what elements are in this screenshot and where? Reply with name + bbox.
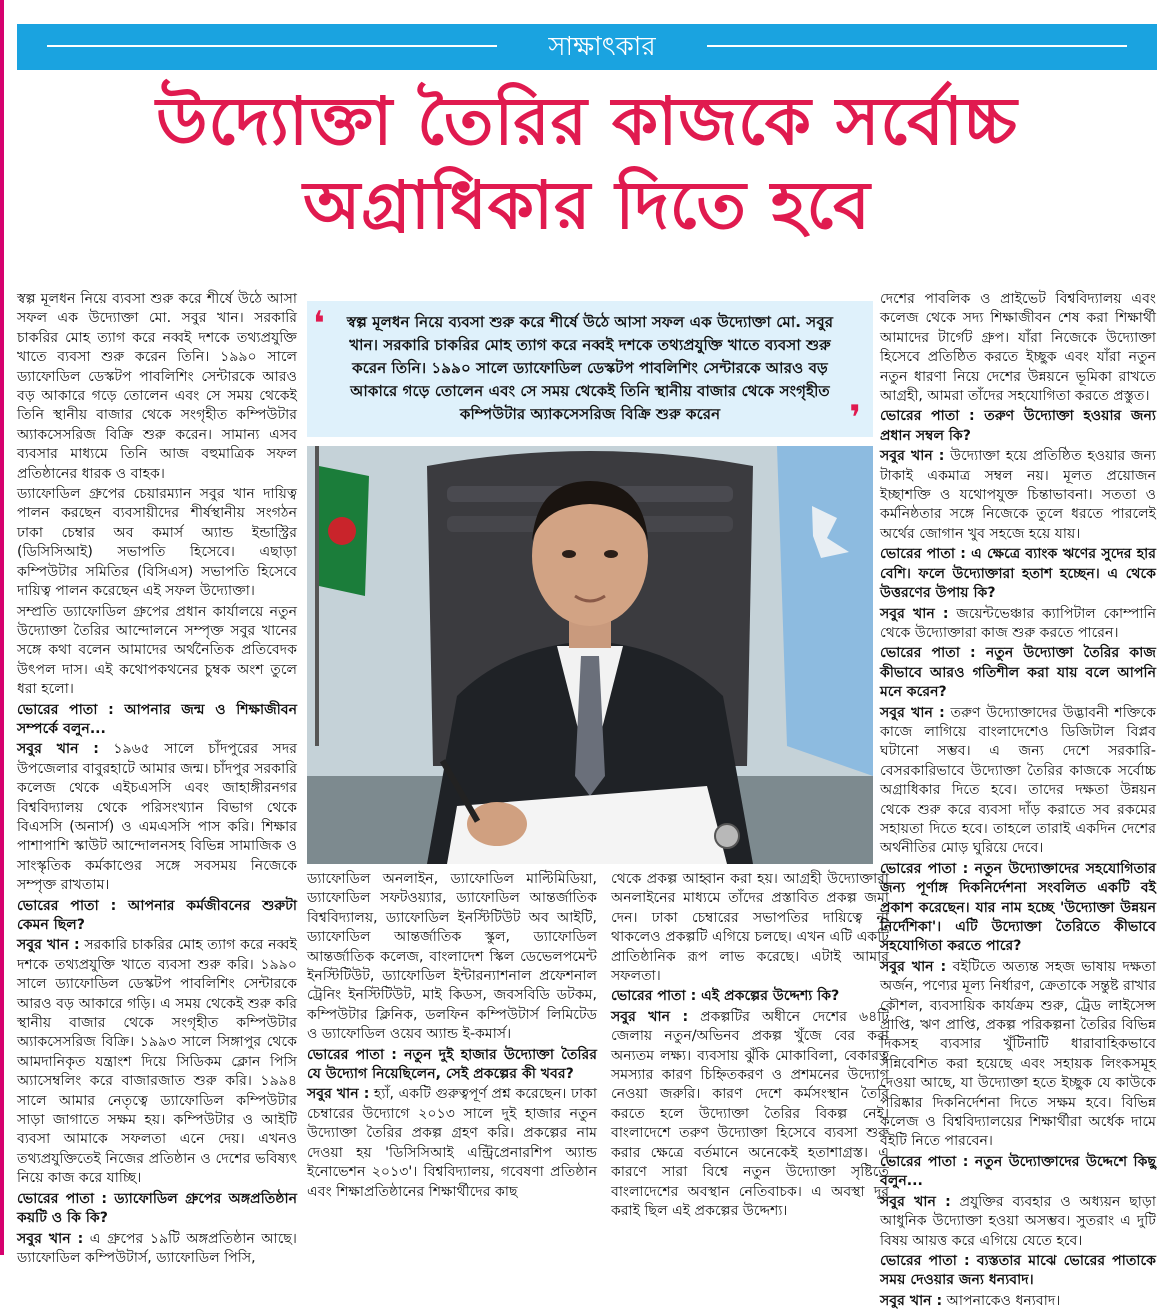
- paragraph-text: থেকে প্রকল্প আহ্বান করা হয়। আগ্রহী উদ্যোক্তারা অনলাইনের মাধ্যমে তাঁদের প্রস্তাবিত প্রকল্প জমা দেন। ঢাকা চেম্বারের সভাপতির দায়িত্বে না থাকলেও প্রকল্পটি এগিয়ে চলছে। এখন এটি একটি প্রাতিষ্ঠানিক রূপ লাভ করেছে। এটাই আমার সফলতা।: [611, 871, 889, 985]
- speaker-label: ভোরের পাতা : নতুন দুই হাজার উদ্যোক্তা তৈরির যে উদ্যোগ নিয়েছিলেন, সেই প্রকল্পের কী খবর?: [307, 1046, 597, 1083]
- paragraph: [17, 936, 297, 1188]
- paragraph: [880, 290, 1156, 406]
- pull-quote: [307, 301, 873, 437]
- banner-rule-right: [707, 45, 1127, 47]
- paragraph: [880, 545, 1156, 603]
- section-banner: [17, 24, 1157, 70]
- paragraph-text: সম্প্রতি ড্যাফোডিল গ্রুপের প্রধান কার্যালয়ে নতুন উদ্যোক্তা তৈরির আন্দোলনে সম্পৃক্ত সবুর খানের সঙ্গে কথা বলেন আমাদের অর্থনৈতিক প্রতিবেদক উৎপল দাস। এই কথোপকথনের চুম্বক অংশ তুলে ধরা হলো।: [17, 603, 297, 698]
- paragraph-text: ড্যাফোডিল গ্রুপের চেয়ারম্যান সবুর খান দায়িত্ব পালন করছেন ব্যবসায়ীদের শীর্ষস্থানীয় সংগঠন ঢাকা চেম্বার অব কমার্স অ্যান্ড ইন্ডাস্ট্রির (ডিসিসিআই) সভাপতি হিসেবে। এছাড়া কম্পিউটার সমিতির (বিসিএস) সভাপতি হিসেবে দায়িত্ব পালন করেছেন এই সফল উদ্যোক্তা।: [17, 486, 297, 600]
- page-edge-stripe: [0, 0, 4, 1255]
- paragraph: [17, 701, 297, 740]
- speaker-label: ভোরের পাতা : নতুন উদ্যোক্তাদের সহযোগিতার জন্য পূর্ণাঙ্গ দিকনির্দেশনা সংবলিত একটি বই প্রকাশ করেছেন। যার নাম হচ্ছে 'উদ্যোক্তা উন্নয়ন নির্দেশিকা'। এটি উদ্যোক্তা তৈরিতে কীভাবে সহযোগিতা করতে পারে?: [880, 860, 1156, 955]
- paragraph: [880, 860, 1156, 957]
- paragraph: [307, 1046, 597, 1085]
- pull-quote-text: স্বল্প মূলধন নিয়ে ব্যবসা শুরু করে শীর্ষে উঠে আসা সফল এক উদ্যোক্তা মো. সবুর খান। সরকারি চাকরির মোহ ত্যাগ করে নব্বই দশকে তথ্যপ্রযুক্তি খাতে ব্যবসা শুরু করেন তিনি। ১৯৯০ সালে ড্যাফোডিল ডেস্কটপ পাবলিশিং সেন্টারকে আরও বড় আকারে গড়ে তোলেন এবং সে সময় থেকেই তিনি স্থানীয় বাজার থেকে সংগৃহীত কম্পিউটার অ্যাকসেসরিজ বিক্রি শুরু করেন: [346, 313, 834, 423]
- paragraph: [611, 987, 889, 1006]
- speaker-label: সবুর খান :: [880, 704, 945, 721]
- speaker-label: সবুর খান :: [307, 1086, 370, 1103]
- article-column-1: [17, 290, 297, 1266]
- speaker-label: ভোরের পাতা : ড্যাফোডিল গ্রুপের অঙ্গপ্রতিষ্ঠান কয়টি ও কি কি?: [17, 1190, 297, 1227]
- speaker-label: ভোরের পাতা : এই প্রকল্পের উদ্দেশ্য কি?: [611, 988, 840, 1005]
- wristwatch-icon: [715, 824, 739, 848]
- paragraph: [17, 485, 297, 601]
- paragraph: [880, 1153, 1156, 1192]
- paragraph-text: হ্যাঁ, একটি গুরুত্বপূর্ণ প্রশ্ন করেছেন। ঢাকা চেম্বারের উদ্যোগে ২০১৩ সালে দুই হাজার নতুন উদ্যোক্তা তৈরির প্রকল্প গ্রহণ করি। প্রকল্পের নাম দেওয়া হয় 'ডিসিসিআই এন্ট্রিপ্রেনারশিপ অ্যান্ড ইনোভেশন ২০১৩'। বিশ্ববিদ্যালয়, গবেষণা প্রতিষ্ঠান এবং শিক্ষাপ্রতিষ্ঠানের শিক্ষার্থীদের কাছ: [307, 1086, 597, 1200]
- article-column-4: [880, 290, 1156, 1309]
- paragraph: [880, 644, 1156, 702]
- paragraph-text: জয়েন্টভেঞ্চার ক্যাপিটাল কোম্পানি থেকে উদ্যোক্তারা কাজ শুরু করতে পারেন।: [880, 605, 1156, 641]
- paragraph: [880, 407, 1156, 446]
- paragraph-text: দেশের পাবলিক ও প্রাইভেট বিশ্ববিদ্যালয় এবং কলেজ থেকে সদ্য শিক্ষাজীবন শেষ করা শিক্ষার্থী আমাদের টার্গেট গ্রুপ। যাঁরা নিজেকে উদ্যোক্তা হিসেবে প্রতিষ্ঠিত করতে ইচ্ছুক এবং যাঁরা নতুন নতুন ধারণা নিয়ে দেশের উন্নয়নে ভূমিকা রাখতে আগ্রহী, আমরা তাঁদের সহযোগিতা করতে প্রস্তুত।: [880, 291, 1156, 405]
- paragraph: [17, 1190, 297, 1229]
- speaker-label: সবুর খান :: [880, 448, 945, 465]
- paragraph: [880, 704, 1156, 859]
- paragraph-text: সরকারি চাকরির মোহ ত্যাগ করে নব্বই দশকে তথ্যপ্রযুক্তি খাতে ব্যবসা শুরু করি। ১৯৯০ সালে ড্যাফোডিল ডেস্কটপ পাবলিশিং সেন্টারকে আরও বড় আকারে গড়ি। এ সময় থেকেই শুরু করি স্থানীয় বাজার থেকে সংগৃহীত কম্পিউটার অ্যাকসেসরিজ বিক্রি। ১৯৯৩ সালে সিঙ্গাপুর থেকে আমদানিকৃত যন্ত্রাংশ দিয়ে সিডিকম ক্লোন পিসি অ্যাসেম্বলিং করে বাজারজাত শুরু করি। ১৯৯৪ সালে আমার নেতৃত্বে ড্যাফোডিল কম্পিউটার সাড়া জাগাতে সক্ষম হয়। কম্পিউটার ও আইটি ব্যবসা আমাকে সফলতা এনে দেয়। এখনও তথ্যপ্রযুক্তিতেই নিজের প্রতিষ্ঠান ও দেশের ভবিষ্যৎ নিয়ে কাজ করে যাচ্ছি।: [17, 937, 297, 1187]
- speaker-label: ভোরের পাতা : আপনার জন্ম ও শিক্ষাজীবন সম্পর্কে বলুন...: [17, 701, 297, 737]
- paragraph-text: আপনাকেও ধন্যবাদ।: [942, 1292, 1061, 1309]
- paragraph: [880, 1193, 1156, 1251]
- paragraph-text: উদ্যোক্তা হয়ে প্রতিষ্ঠিত হওয়ার জন্য টাকাই একমাত্র সম্বল নয়। মূলত প্রয়োজন ইচ্ছাশক্তি ও যথোপযুক্ত চিন্তাভাবনা। সততা ও কর্মনিষ্ঠতার সঙ্গে নিজেকে তুলে ধরতে পারলেই অর্থের জোগান খুব সহজে হয়ে যায়।: [880, 448, 1156, 542]
- paragraph-text: তরুণ উদ্যোক্তাদের উদ্ভাবনী শক্তিকে কাজে লাগিয়ে বাংলাদেশেও ডিজিটাল বিপ্লব ঘটানো সম্ভব। এ জন্য দেশে সরকারি-বেসরকারিভাবে উদ্যোক্তা তৈরির কাজকে সর্বোচ্চ অগ্রাধিকার দিতে হবে। তাদের দক্ষতা উন্নয়ন থেকে শুরু করে ব্যবসা দাঁড় করাতে সব রকমের সহায়তা দিতে হবে। তাহলে তারাই একদিন দেশের অর্থনীতির মোড় ঘুরিয়ে দেবে।: [880, 704, 1156, 857]
- speaker-label: ভোরের পাতা : তরুণ উদ্যোক্তা হওয়ার জন্য প্রধান সম্বল কি?: [880, 408, 1156, 444]
- speaker-label: সবুর খান :: [611, 1008, 689, 1025]
- paragraph: [17, 740, 297, 895]
- paragraph: [880, 1292, 1156, 1311]
- speaker-label: ভোরের পাতা : ব্যস্ততার মাঝে ভোরের পাতাকে সময় দেওয়ার জন্য ধন্যবাদ।: [880, 1252, 1156, 1289]
- speaker-label: সবুর খান :: [17, 937, 80, 954]
- speaker-label: ভোরের পাতা : নতুন উদ্যোক্তা তৈরির কাজ কীভাবে আরও গতিশীল করা যায় বলে আপনি মনে করেন?: [880, 645, 1156, 701]
- paragraph: [880, 958, 1156, 1152]
- banner-rule-left: [47, 45, 497, 47]
- paragraph: [17, 1230, 297, 1269]
- paragraph: [880, 1252, 1156, 1291]
- speaker-label: সবুর খান :: [880, 1292, 943, 1309]
- close-quote-mark: ❜: [849, 398, 861, 438]
- paragraph: [880, 447, 1156, 544]
- paragraph: [17, 290, 297, 484]
- section-label: সাক্ষাৎকার: [548, 32, 656, 62]
- paragraph-text: ড্যাফোডিল অনলাইন, ড্যাফোডিল মাল্টিমিডিয়া, ড্যাফোডিল সফটওয়্যার, ড্যাফোডিল আন্তর্জাতিক বিশ্ববিদ্যালয়, ড্যাফোডিল ইনস্টিটিউট অব আইটি, ড্যাফোডিল আন্তর্জাতিক স্কুল, ড্যাফোডিল আন্তর্জাতিক কলেজ, বাংলাদেশ স্কিল ডেভেলপমেন্ট ইনস্টিটিউট, ড্যাফোডিল ইন্টারন্যাশনাল প্রফেশনাল ট্রেনিং ইনস্টিটিউট, মাই কিডস, জবসবিডি ডটকম, কম্পিউটার ক্লিনিক, ডলফিন কম্পিউটার্স লিমিটেড ও ড্যাফোডিল ওয়েব অ্যান্ড ই-কমার্স।: [307, 871, 597, 1043]
- paragraph: [17, 897, 297, 936]
- article-column-2: [307, 870, 597, 1250]
- paragraph: [307, 870, 597, 1045]
- speaker-label: সবুর খান :: [880, 605, 949, 622]
- paragraph: [880, 605, 1156, 644]
- speaker-label: ভোরের পাতা : নতুন উদ্যোক্তাদের উদ্দেশে কিছু বলুন...: [880, 1153, 1156, 1190]
- paragraph-text: এ গ্রুপের ১৯টি অঙ্গপ্রতিষ্ঠান আছে। ড্যাফোডিল কম্পিউটার্স, ড্যাফোডিল পিসি,: [17, 1230, 297, 1266]
- headline-line-1: উদ্যোক্তা তৈরির কাজকে সর্বোচ্চ: [156, 83, 1018, 160]
- paragraph-text: বইটিতে অত্যন্ত সহজ ভাষায় দক্ষতা অর্জন, পণ্যের মূল্য নির্ধারণ, ক্রেতাকে সন্তুষ্ট রাখার কৌশল, ব্যবসায়িক কার্যক্রম শুরু, ট্রেড লাইসেন্স প্রাপ্তি, ঋণ প্রাপ্তি, প্রকল্প পরিকল্পনা তৈরির বিভিন্ন দিকসহ ব্যবসার খুঁটিনাটি ধারাবাহিকভাবে সন্নিবেশিত করা হয়েছে এবং সহায়ক লিংকসমূহ দেওয়া আছে, যা উদ্যোক্তা হতে ইচ্ছুক যে কাউকে পরিষ্কার দিকনির্দেশনা দিতে সক্ষম হবে। বিভিন্ন কলেজ ও বিশ্ববিদ্যালয়ের শিক্ষার্থীরা অর্ধেক দামে বইটি নিতে পারবেন।: [880, 958, 1156, 1150]
- paragraph-text: স্বল্প মূলধন নিয়ে ব্যবসা শুরু করে শীর্ষে উঠে আসা সফল এক উদ্যোক্তা মো. সবুর খান। সরকারি চাকরির মোহ ত্যাগ করে নব্বই দশকে তথ্যপ্রযুক্তি খাতে ব্যবসা শুরু করেন তিনি। ১৯৯০ সালে ড্যাফোডিল ডেস্কটপ পাবলিশিং সেন্টারকে আরও বড় আকারে গড়ে তোলেন এবং সে সময় থেকেই তিনি স্থানীয় বাজার থেকে সংগৃহীত কম্পিউটার অ্যাকসেসরিজ বিক্রি শুরু করেন। সামান্য এসব ব্যবসার মাধ্যমে তিনি আজ বহুমাত্রিক সফল প্রতিষ্ঠানের ধারক ও বাহক।: [17, 291, 297, 482]
- photo-illustration: [307, 446, 873, 864]
- headline: [17, 80, 1157, 248]
- paragraph: [307, 1085, 597, 1201]
- interview-photo: [307, 446, 873, 864]
- speaker-label: সবুর খান :: [17, 741, 99, 758]
- speaker-label: সবুর খান :: [880, 958, 947, 975]
- paragraph: [611, 1008, 889, 1221]
- blue-flag-icon: [777, 446, 873, 776]
- speaker-label: সবুর খান :: [880, 1193, 951, 1210]
- paragraph-text: প্রকল্পটির অধীনে দেশের ৬৪টি জেলায় নতুন/অভিনব প্রকল্প খুঁজে বের করা অন্যতম লক্ষ্য। ব্যবসায় ঝুঁকি মোকাবিলা, বেকারত্ব সমস্যার কারণ চিহ্নিতকরণ ও প্রশমনের উদ্যোগ নেওয়া জরুরি। কারণ দেশে কর্মসংস্থান তৈরি করতে হলে উদ্যোক্তা তৈরির বিকল্প নেই। বাংলাদেশে তরুণ উদ্যোক্তা হিসেবে ব্যবসা শুরু করার ক্ষেত্রে বর্তমানে অনেকেই হতাশাগ্রস্ত। এ কারণে সারা বিশ্বে নতুন উদ্যোক্তা সৃষ্টিতে বাংলাদেশের অবস্থান নেতিবাচক। এ অবস্থা দূর করাই ছিল এই প্রকল্পের উদ্দেশ্য।: [611, 1008, 889, 1219]
- paragraph: [17, 603, 297, 700]
- paragraph-text: ১৯৬৫ সালে চাঁদপুরের সদর উপজেলার বাবুরহাটে আমার জন্ম। চাঁদপুর সরকারি কলেজ থেকে এইচএসসি এবং জাহাঙ্গীরনগর বিশ্ববিদ্যালয় থেকে পরিসংখ্যান বিভাগ থেকে বিএসসি (অনার্স) ও এমএসসি পাস করি। শিক্ষার পাশাপাশি স্কাউট আন্দোলনসহ বিভিন্ন সামাজিক ও সাংস্কৃতিক কর্মকাণ্ডের সঙ্গে সবসময় নিজেকে সম্পৃক্ত রাখতাম।: [17, 741, 297, 894]
- open-quote-mark: ❛: [313, 304, 325, 344]
- speaker-label: সবুর খান :: [17, 1230, 84, 1247]
- speaker-label: ভোরের পাতা : এ ক্ষেত্রে ব্যাংক ঋণের সুদের হার বেশি। ফলে উদ্যোক্তারা হতাশ হচ্ছেন। এ থেকে উত্তরণের উপায় কি?: [880, 546, 1156, 602]
- article-column-3: [611, 870, 889, 1250]
- paragraph-text: প্রযুক্তির ব্যবহার ও অধ্যয়ন ছাড়া আধুনিক উদ্যোক্তা হওয়া অসম্ভব। সুতরাং এ দুটি বিষয় আয়ত্ত করে এগিয়ে যেতে হবে।: [880, 1193, 1156, 1249]
- paragraph: [611, 870, 889, 986]
- headline-line-2: অগ্রাধিকার দিতে হবে: [303, 167, 871, 244]
- speaker-label: ভোরের পাতা : আপনার কর্মজীবনের শুরুটা কেমন ছিল?: [17, 897, 297, 933]
